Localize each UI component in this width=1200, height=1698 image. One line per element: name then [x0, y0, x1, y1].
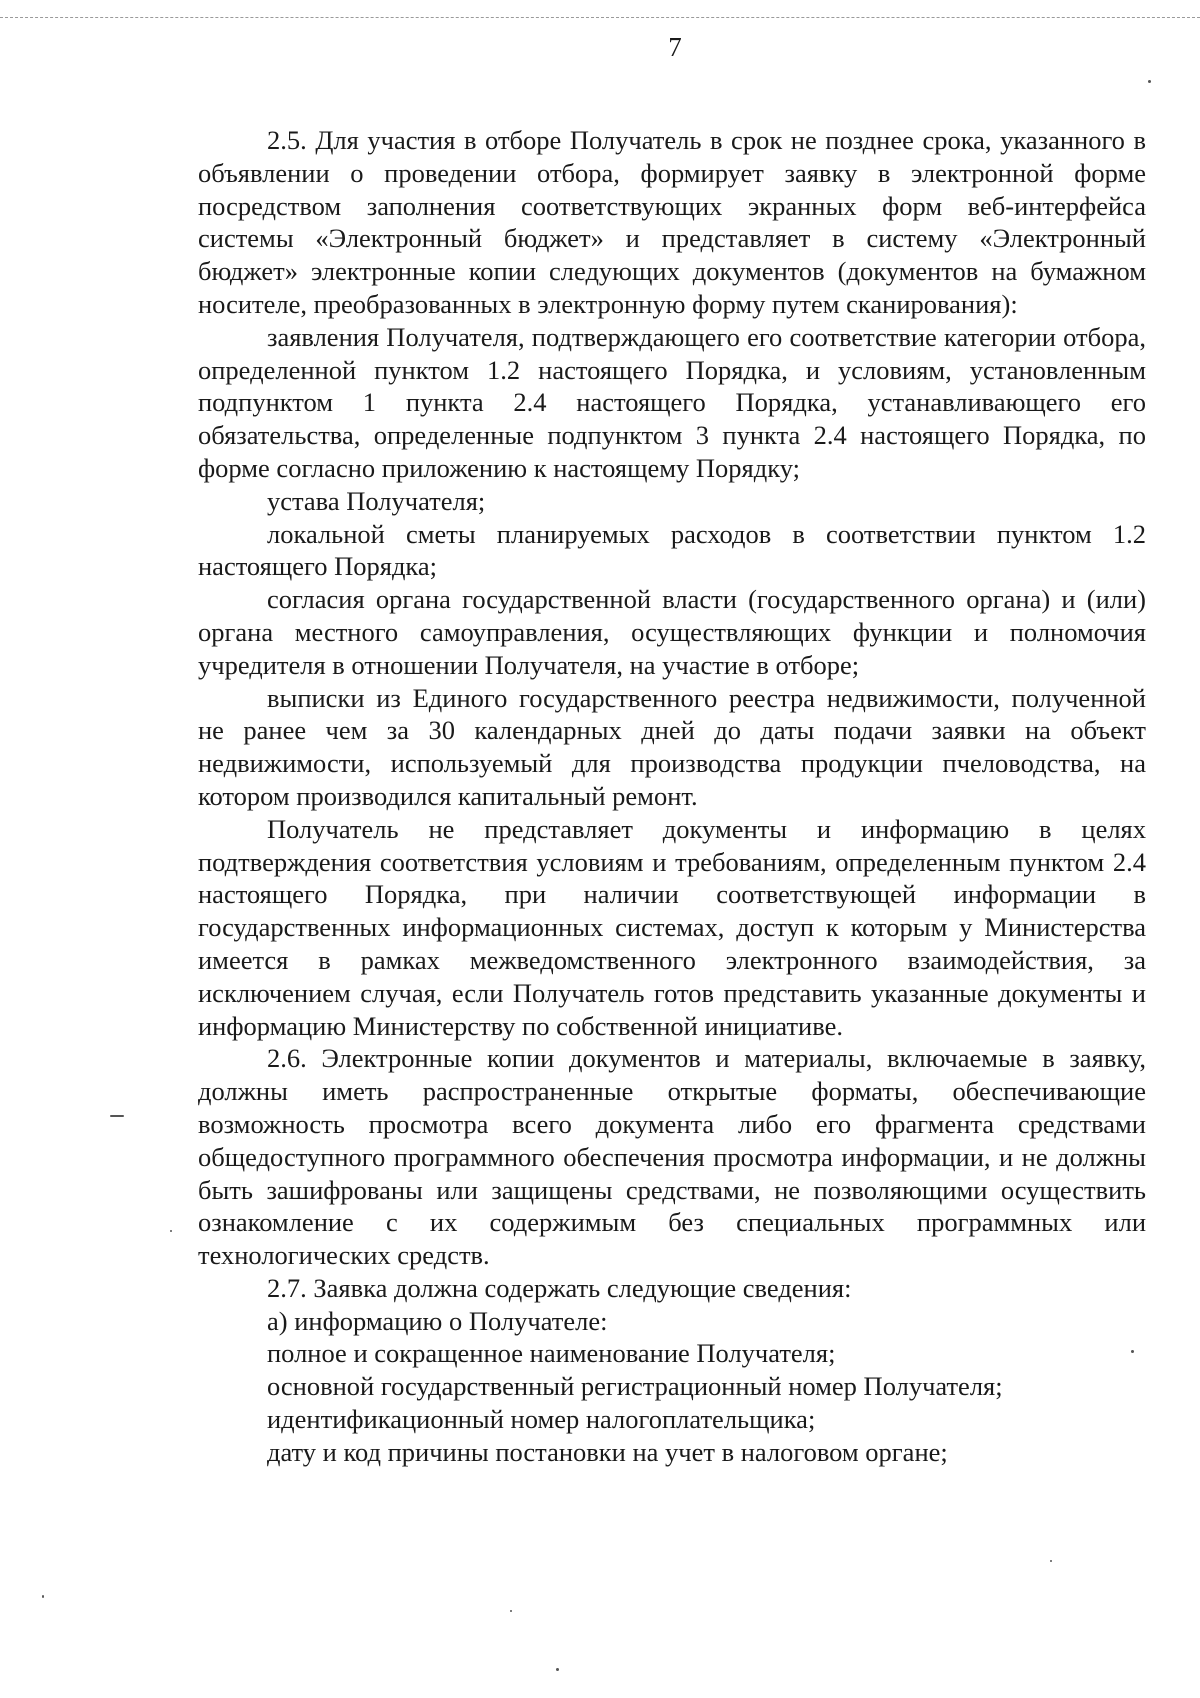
paragraph-application-statement: заявления Получателя, подтверждающего его соответствие категории отбора, определенной пунктом 1.2 настоящего Порядка, и условиям, установленным подпунктом 1 пункта 2.4 настоящего Порядка, устанавливающего его обязательства, определенные подпунктом 3 пункта 2.4 настоящего Порядка, по форме согласно приложению к настоящему Порядку;	[198, 321, 1146, 483]
list-item-full-name: полное и сокращенное наименование Получателя;	[267, 1338, 836, 1369]
paragraph-2-7: 2.7. Заявка должна содержать следующие сведения:	[267, 1272, 852, 1303]
paragraph-local-estimate: локальной сметы планируемых расходов в соответствии пунктом 1.2 настоящего Порядка;	[198, 518, 1146, 582]
scan-speck	[556, 1668, 559, 1671]
paragraph-recipient-not-required: Получатель не представляет документы и информацию в целях подтверждения соответствия условиям и требованиям, определенным пунктом 2.4 настоящего Порядка, при наличии соответствующей информации в государственных информационных системах, доступ к которым у Министерства имеется в рамках межведомственного электронного взаимодействия, за исключением случая, если Получатель готов представить указанные документы и информацию Министерству по собственной инициативе.	[198, 813, 1146, 1041]
list-item-inn: идентификационный номер налогоплательщика;	[267, 1404, 816, 1435]
scan-edge-line	[0, 17, 1200, 18]
scan-speck	[170, 1230, 172, 1232]
paragraph-2-6: 2.6. Электронные копии документов и материалы, включаемые в заявку, должны иметь распространенные открытые форматы, обеспечивающие возможность просмотра всего документа либо его фрагмента средствами общедоступного программного обеспечения просмотра информации, и не должны быть зашифрованы или защищены средствами, не позволяющими осуществить ознакомление с их содержимым без специальных программных или технологических средств.	[198, 1043, 1146, 1271]
scan-speck	[110, 1115, 124, 1117]
paragraph-2-7-a: а) информацию о Получателе:	[267, 1305, 608, 1336]
list-item-tax-registration: дату и код причины постановки на учет в налоговом органе;	[267, 1436, 948, 1467]
paragraph-charter: устава Получателя;	[267, 485, 486, 516]
scan-speck	[42, 1595, 44, 1598]
scan-speck	[1131, 1350, 1134, 1353]
list-item-ogrn: основной государственный регистрационный номер Получателя;	[267, 1371, 1003, 1402]
paragraph-consent: согласия органа государственной власти (государственного органа) и (или) органа местного самоуправления, осуществляющих функции и полномочия учредителя в отношении Получателя, на участие в отборе;	[198, 584, 1146, 680]
scan-speck	[1050, 1560, 1052, 1562]
scan-speck	[1148, 80, 1151, 83]
scan-speck	[510, 1610, 512, 1612]
page-number: 7	[668, 32, 682, 62]
paragraph-2-5: 2.5. Для участия в отборе Получатель в срок не позднее срока, указанного в объявлении о проведении отбора, формирует заявку в электронной форме посредством заполнения соответствующих экранных форм веб-интерфейса системы «Электронный бюджет» и представляет в систему «Электронный бюджет» электронные копии следующих документов (документов на бумажном носителе, преобразованных в электронную форму путем сканирования):	[198, 125, 1146, 319]
document-body	[198, 124, 1146, 1469]
paragraph-registry-extract: выписки из Единого государственного реестра недвижимости, полученной не ранее чем за 30 календарных дней до даты подачи заявки на объект недвижимости, используемый для производства продукции пчеловодства, на котором производился капитальный ремонт.	[198, 682, 1146, 811]
